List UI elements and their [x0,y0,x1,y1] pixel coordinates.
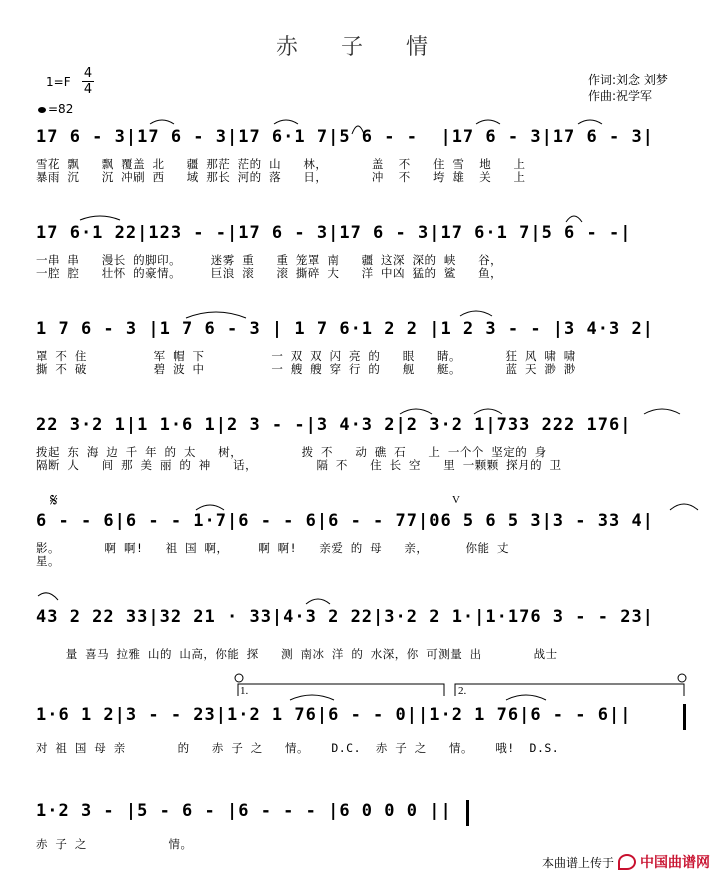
lyric-row-4-verse-1: 拨起 东 海 边 千 年 的 太 树， 拨 不 动 礁 石 上 一个个 坚定的 身 [36,445,547,459]
lyric-row-6-verse-1: 量 喜马 拉雅 山的 山高，你能 探 测 南冰 洋 的 水深，你 可测量 出 战士 [36,647,558,661]
time-signature-bottom: 4 [83,82,93,97]
site-name-link[interactable]: 中国曲谱网 [640,855,710,871]
time-signature [82,66,94,97]
tempo-marking [38,101,73,117]
notes-row-6: 43 2 22 33|32 21 · 33|4·3 2 22|3·2 2 1·|1·176 3 - - 23| [36,607,654,627]
notes-row-8: 1·2 3 - |5 - 6 - |6 - - - |6 0 0 0 || [36,801,452,821]
footer-credit [542,852,710,872]
lyric-row-2-verse-2: 一腔 腔 壮怀 的豪情。 巨浪 滚 滚 撕碎 大 洋 中凶 猛的 鲨 鱼， [36,266,503,280]
song-title: 赤 子 情 [276,35,446,60]
staff-row-6 [36,606,686,661]
lyric-row-1-verse-1: 雪花 飘 飘 覆盖 北 疆 那茫 茫的 山 林， 盖 不 住 雪 地 上 [36,157,526,171]
credits [588,72,668,104]
volta-1-label: 1. [240,685,249,697]
segno-mark: 𝄋 [50,490,58,510]
footer-text: 本曲谱上传于 [541,855,614,870]
coda-icon [678,674,686,682]
lyric-row-5-verse-2: 星。 [36,554,60,568]
key-signature: 1=F [46,75,71,89]
slur-mark [290,695,334,700]
staff-row-4 [36,414,686,472]
volta-2-bracket [455,684,684,696]
staff-row-3 [36,318,686,376]
lyric-row-3-verse-2: 撕 不 破 碧 波 中 一 艘 艘 穿 行 的 舰 艇。 蓝 天 渺 渺 [36,362,576,376]
notes-row-5: 6 - - 6|6 - - 1·7|6 - - 6|6 - - 77|06 5 6 5 3|3 - 33 4| [36,511,654,531]
lyric-row-5-verse-1: 影。 啊 啊! 祖 国 啊， 啊 啊! 亲爱 的 母 亲， 你能 丈 [36,541,509,555]
notes-row-3: 1 7 6 - 3 |1 7 6 - 3 | 1 7 6·1 2 2 |1 2 3 - - |3 4·3 2| [36,319,654,339]
lyric-row-8-verse-1: 赤 子 之 情。 [36,837,193,851]
breath-mark: V [452,494,460,506]
notes-row-2: 17 6·1 22|123 - -|17 6 - 3|17 6 - 3|17 6·1 7|5 6 - -| [36,223,632,243]
lyric-row-3-verse-1: 罩 不 住 军 帽 下 一 双 双 闪 亮 的 眼 睛。 狂 风 啸 啸 [36,349,576,363]
slur-mark [506,695,546,700]
slur-mark [80,216,120,220]
tempo-value: =82 [48,102,74,116]
lyric-row-7-verse-1: 对 祖 国 母 亲 的 赤 子 之 情。 D.C. 赤 子 之 情。 哦! D.S. [36,741,560,755]
volta-1-bracket [238,684,444,696]
notes-row-1: 17 6 - 3|17 6 - 3|17 6·1 7|5 6 - - |17 6 - 3|17 6 - 3| [36,127,654,147]
notes-row-4: 22 3·2 1|1 1·6 1|2 3 - -|3 4·3 2|2 3·2 1|733 222 176| [36,415,632,435]
staff-row-5 [36,510,686,568]
tie-mark [274,120,298,124]
lyric-row-2-verse-1: 一串 串 漫长 的脚印。 迷雾 重 重 笼罩 南 疆 这深 深的 峡 谷， [36,253,503,267]
tie-mark [460,311,492,316]
lyric-row-4-verse-2: 隔断 人 间 那 美 丽 的 神 话， 隔 不 住 长 空 里 一颗颗 探月的 卫 [36,458,562,472]
notes-row-7: 1·6 1 2|3 - - 23|1·2 1 76|6 - - 0||1·2 1 76|6 - - 6|| [36,705,632,725]
quarter-note-icon [38,107,46,113]
slur-mark [38,593,58,600]
staff-row-2 [36,222,686,280]
slur-mark [306,599,330,604]
tie-mark [476,120,500,124]
volta-2-label: 2. [458,685,467,697]
composer-credit: 作曲:祝学军 [588,89,653,103]
tie-mark [150,120,174,124]
staff-row-1 [36,126,686,184]
tie-mark [578,120,602,124]
staff-row-7 [36,704,686,755]
lyricist-credit: 作词:刘念 刘梦 [588,73,668,87]
time-signature-top: 4 [83,66,93,81]
lyric-row-1-verse-2: 暴雨 沉 沉 冲刷 西 域 那长 河的 落 日， 冲 不 垮 雄 关 上 [36,170,526,184]
staff-row-8 [36,800,686,851]
site-logo-icon [618,854,636,870]
coda-icon [235,674,243,682]
